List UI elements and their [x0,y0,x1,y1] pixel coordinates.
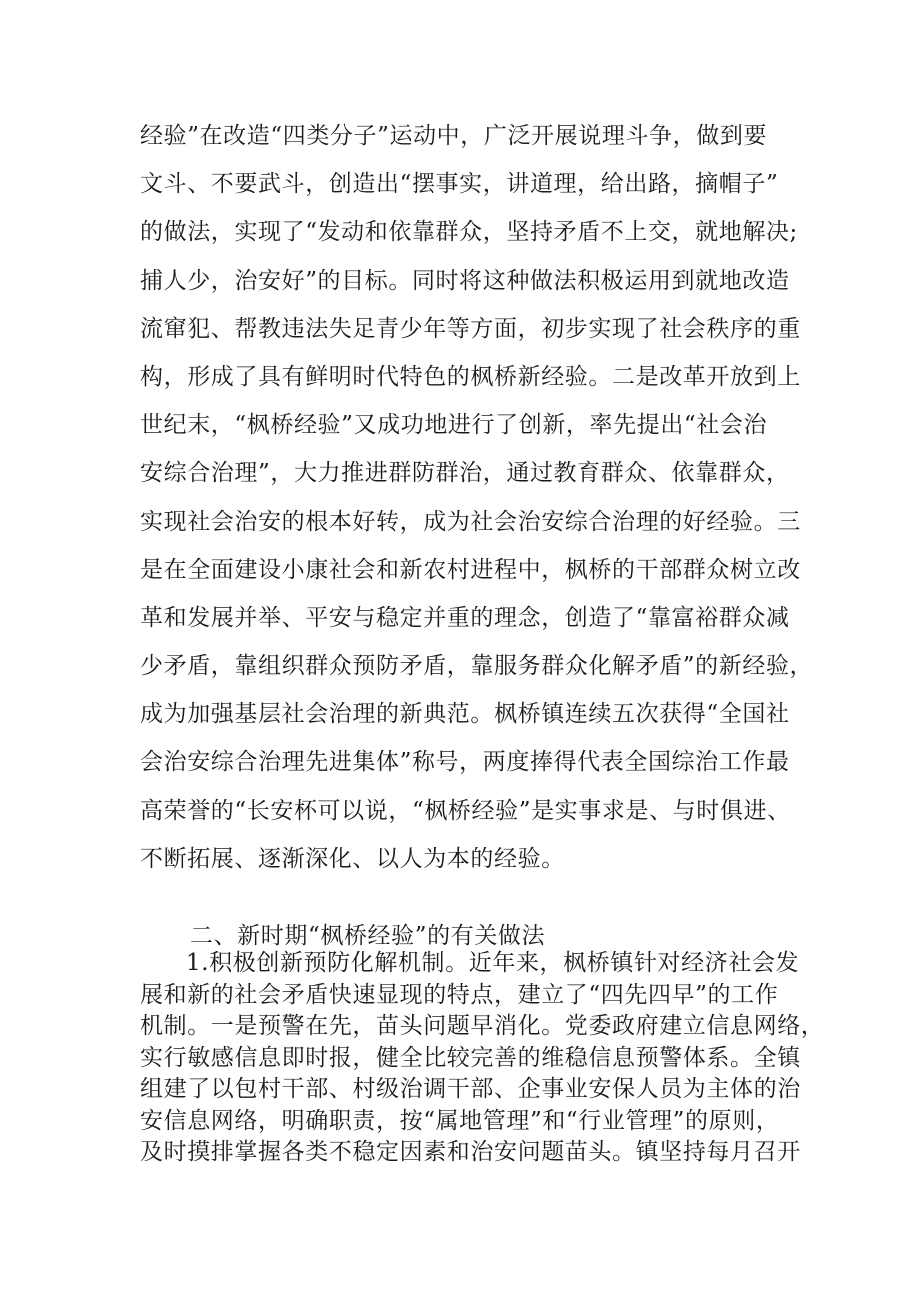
text-line: 文斗、不要武斗，创造出“摆事实，讲道理，给出路，摘帽子” [140,171,779,198]
text-line: 及时摸排掌握各类不稳定因素和治安问题苗头。镇坚持每月召开 [140,1139,801,1165]
text-line: 世纪末，“枫桥经验”又成功地进行了创新，率先提出“社会治 [140,412,768,439]
text-line: 组建了以包村干部、村级治调干部、企事业安保人员为主体的治 [140,1076,801,1102]
text-line: 高荣誉的“长安杯可以说，“枫桥经验”是实事求是、与时俱进、 [140,797,791,824]
text-line: 会治安综合治理先进集体”称号，两度捧得代表全国综治工作最 [140,749,790,776]
text-line: 安信息网络，明确职责，按“属地管理”和“行业管理”的原则， [140,1107,780,1134]
paragraph-practices [140,948,825,1169]
text-line: 1.积极创新预防化解机制。近年来，枫桥镇针对经济社会发 [186,950,800,976]
text-line: 的做法，实现了“发动和依靠群众，坚持矛盾不上交，就地解决; [140,219,798,246]
text-line: 经验”在改造“四类分子”运动中，广泛开展说理斗争，做到要 [140,123,768,149]
text-line: 构，形成了具有鲜明时代特色的枫桥新经验。二是改革开放到上 [140,363,801,390]
section-heading: 二、新时期“枫桥经验”的有关做法 [190,923,546,949]
text-line: 是在全面建设小康社会和新农村进程中，枫桥的干部群众树立改 [140,556,801,583]
text-line: 安综合治理”，大力推进群防群治，通过教育群众、依靠群众， [140,460,790,487]
text-line: 不断拓展、逐渐深化、以人为本的经验。 [140,845,565,872]
text-line: 展和新的社会矛盾快速显现的特点，建立了“四先四早”的工作 [140,981,779,1008]
text-line: 实行敏感信息即时报，健全比较完善的维稳信息预警体系。全镇 [140,1044,801,1071]
paragraph-history [140,112,814,883]
text-line: 流窜犯、帮教违法失足青少年等方面，初步实现了社会秩序的重 [140,315,801,342]
text-line: 实现社会治安的根本好转，成为社会治安综合治理的好经验。三 [140,508,801,535]
text-line: 成为加强基层社会治理的新典范。枫桥镇连续五次获得“全国社 [140,701,790,728]
text-line: 少矛盾，靠组织群众预防矛盾，靠服务群众化解矛盾”的新经验， [140,653,814,680]
text-line: 机制。一是预警在先，苗头问题早消化。党委政府建立信息网络， [140,1013,825,1039]
text-line: 捕人少，治安好”的目标。同时将这种做法积极运用到就地改造 [140,267,790,294]
text-line: 革和发展并举、平安与稳定并重的理念，创造了“靠富裕群众减 [140,604,790,631]
